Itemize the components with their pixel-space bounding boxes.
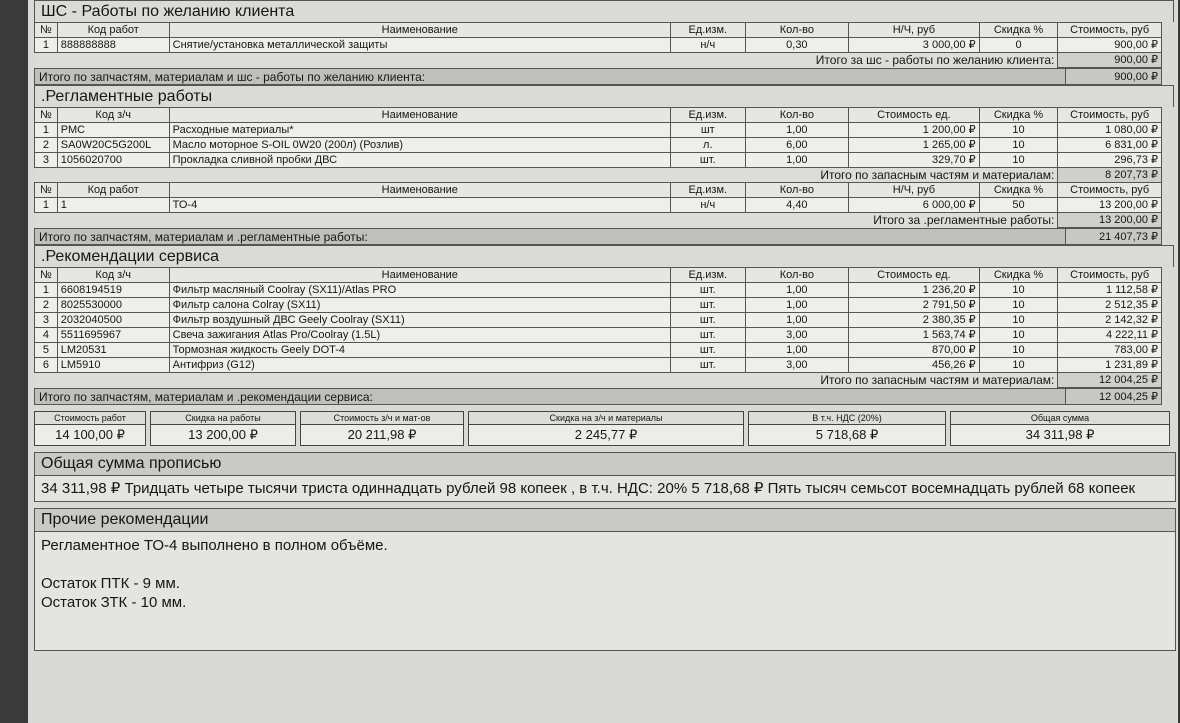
total-row: Итого по запчастям, материалам и .рекомендации сервиса: 12 004,25 ₽ [34, 388, 1162, 405]
col-header: Стоимость, руб [1058, 23, 1162, 38]
document-sheet [28, 0, 1178, 723]
col-header: Наименование [169, 23, 670, 38]
col-header: Код работ [57, 23, 169, 38]
summary-works-discount: Скидка на работы 13 200,00 ₽ [150, 411, 296, 446]
summary-parts-discount: Скидка на з/ч и материалы 2 245,77 ₽ [468, 411, 744, 446]
panel-title: Прочие рекомендации [35, 509, 1175, 532]
col-header: № [35, 23, 58, 38]
section-scheduled-works [34, 85, 1174, 245]
section-service-recommendations [34, 245, 1174, 405]
table-row: 1 1 ТО-4 н/ч 4,40 6 000,00 ₽ 50 13 200,00 ₽ [35, 198, 1162, 213]
summary-vat: В т.ч. НДС (20%) 5 718,68 ₽ [748, 411, 946, 446]
panel-title: Общая сумма прописью [35, 453, 1175, 476]
total-row: Итого по запчастям, материалам и шс - работы по желанию клиента: 900,00 ₽ [34, 68, 1162, 85]
amount-words-text: 34 311,98 ₽ Тридцать четыре тысячи триста одиннадцать рублей 98 копеек , в т.ч. НДС: 20% 5 718,68 ₽ Пять тысяч семьсот восемнадцать рублей 68 копеек [35, 476, 1175, 501]
section-client-works [34, 0, 1174, 85]
subtotal-row: Итого за шс - работы по желанию клиента: 900,00 ₽ [35, 53, 1162, 68]
table-row: 1 888888888 Снятие/установка металлической защиты н/ч 0,30 3 000,00 ₽ 0 900,00 ₽ [35, 38, 1162, 53]
table-row: 5 LM20531 Тормозная жидкость Geely DOT-4 шт. 1,00 870,00 ₽ 10 783,00 ₽ [35, 343, 1162, 358]
table-header-row [35, 23, 1162, 38]
col-header: Н/Ч, руб [849, 23, 980, 38]
table-row: 4 5511695967 Свеча зажигания Atlas Pro/Coolray (1.5L) шт. 3,00 1 563,74 ₽ 10 4 222,11 ₽ [35, 328, 1162, 343]
other-recommendations [34, 508, 1176, 651]
subtotal-row: Итого по запасным частям и материалам: 8 207,73 ₽ [35, 168, 1162, 183]
client-works-table [34, 22, 1162, 68]
recommendations-text: Регламентное ТО-4 выполнено в полном объёме. Остаток ПТК - 9 мм. Остаток ЗТК - 10 мм. [35, 532, 1175, 650]
table-row: 1 РМС Расходные материалы* шт 1,00 1 200,00 ₽ 10 1 080,00 ₽ [35, 123, 1162, 138]
summary-works-cost: Стоимость работ 14 100,00 ₽ [34, 411, 146, 446]
summary-grand-total: Общая сумма 34 311,98 ₽ [950, 411, 1170, 446]
subtotal-row: Итого по запасным частям и материалам: 12 004,25 ₽ [35, 373, 1162, 388]
section-title: .Рекомендации сервиса [34, 245, 1174, 267]
subtotal-row: Итого за .регламентные работы: 13 200,00 ₽ [35, 213, 1162, 228]
col-header: Кол-во [745, 23, 849, 38]
table-header-row: № Код з/ч Наименование Ед.изм. Кол-во Стоимость ед. Скидка % Стоимость, руб [35, 108, 1162, 123]
recommendations-table [34, 267, 1162, 388]
amount-in-words [34, 452, 1176, 502]
table-row: 1 6608194519 Фильтр масляный Coolray (SX11)/Atlas PRO шт. 1,00 1 236,20 ₽ 10 1 112,58 ₽ [35, 283, 1162, 298]
table-row: 2 8025530000 Фильтр салона Colray (SX11) шт. 1,00 2 791,50 ₽ 10 2 512,35 ₽ [35, 298, 1162, 313]
summary-bar [34, 411, 1174, 446]
table-row: 3 2032040500 Фильтр воздушный ДВС Geely Coolray (SX11) шт. 1,00 2 380,35 ₽ 10 2 142,32 ₽ [35, 313, 1162, 328]
section-title: ШС - Работы по желанию клиента [34, 0, 1174, 22]
table-header-row: № Код работ Наименование Ед.изм. Кол-во Н/Ч, руб Скидка % Стоимость, руб [35, 183, 1162, 198]
section-title: .Регламентные работы [34, 85, 1174, 107]
summary-parts-cost: Стоимость з/ч и мат-ов 20 211,98 ₽ [300, 411, 464, 446]
col-header: Ед.изм. [670, 23, 745, 38]
scheduled-parts-table [34, 107, 1162, 228]
table-header-row: № Код з/ч Наименование Ед.изм. Кол-во Стоимость ед. Скидка % Стоимость, руб [35, 268, 1162, 283]
col-header: Скидка % [979, 23, 1058, 38]
table-row: 3 1056020700 Прокладка сливной пробки ДВС шт. 1,00 329,70 ₽ 10 296,73 ₽ [35, 153, 1162, 168]
table-row: 2 SA0W20C5G200L Масло моторное S-OIL 0W20 (200л) (Розлив) л. 6,00 1 265,00 ₽ 10 6 831,00 ₽ [35, 138, 1162, 153]
table-row: 6 LM5910 Антифриз (G12) шт. 3,00 456,26 ₽ 10 1 231,89 ₽ [35, 358, 1162, 373]
total-row: Итого по запчастям, материалам и .регламентные работы: 21 407,73 ₽ [34, 228, 1162, 245]
